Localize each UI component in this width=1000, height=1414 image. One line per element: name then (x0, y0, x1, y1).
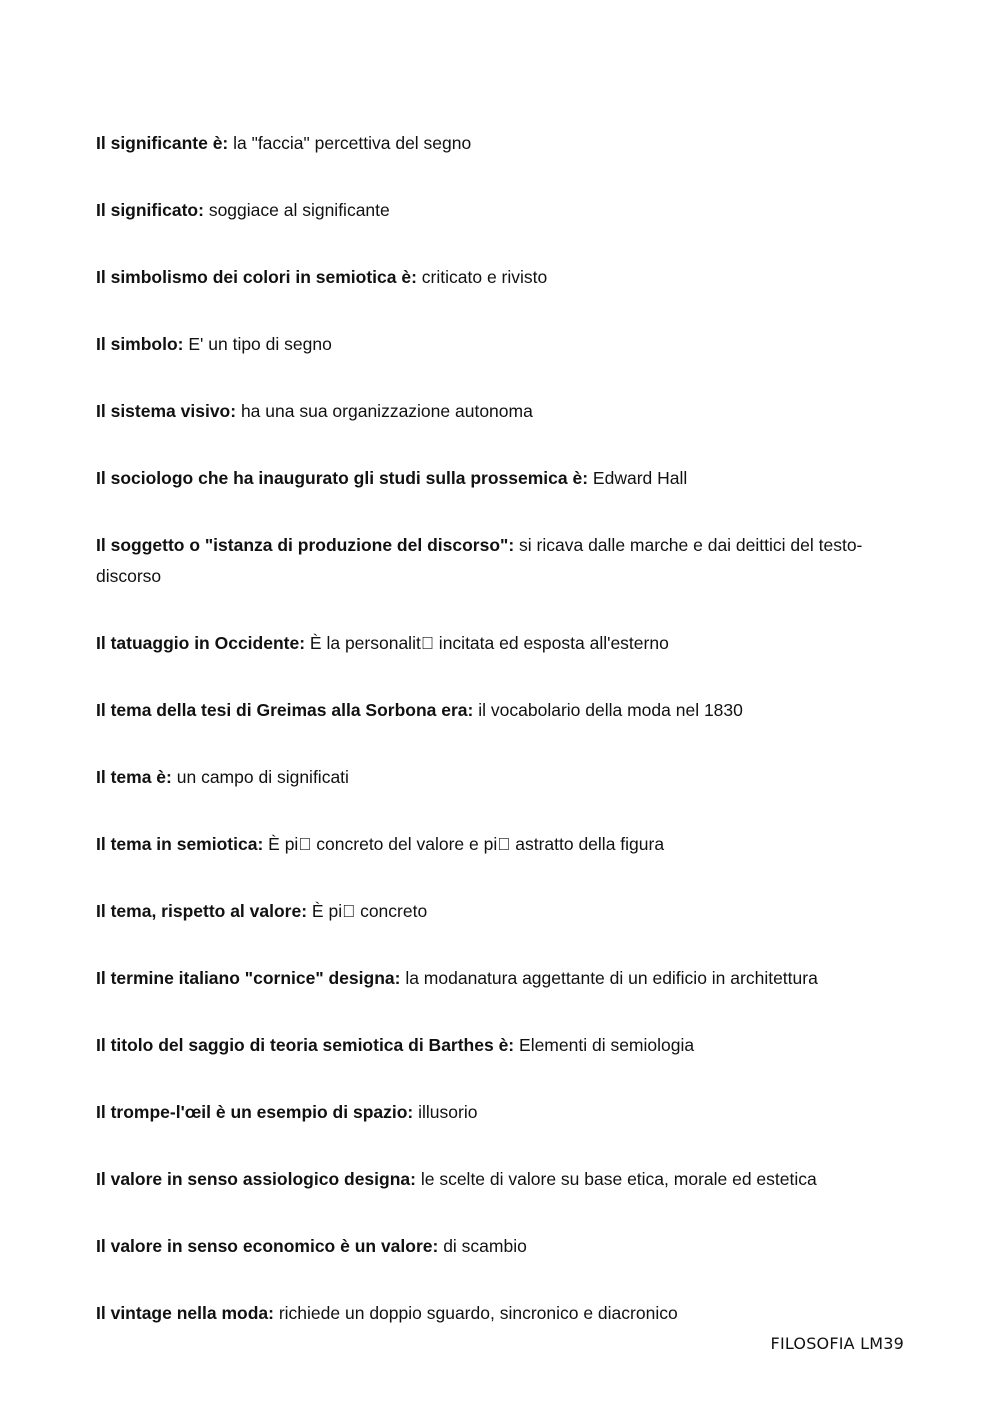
glossary-entry (96, 1164, 911, 1195)
glossary-entry (96, 262, 911, 293)
entry-term: Il significato: (96, 200, 204, 220)
entry-definition: E' un tipo di segno (188, 334, 332, 354)
glossary-entry (96, 530, 911, 592)
glossary-entry (96, 396, 911, 427)
entry-definition: soggiace al significante (208, 200, 390, 220)
entry-definition: un campo di significati (176, 767, 349, 787)
entry-term: Il sistema visivo: (96, 401, 237, 421)
entry-term: Il tema, rispetto al valore: (96, 901, 308, 921)
glossary-entry (96, 896, 911, 927)
glossary-entry (96, 963, 911, 994)
entry-definition: È pi  concreto del valore e pi  astratto della figura (268, 834, 665, 854)
entry-definition: Elementi di semiologia (519, 1035, 695, 1055)
glossary-entry (96, 829, 911, 860)
entry-term: Il trompe-l'œil è un esempio di spazio: (96, 1102, 414, 1122)
glossary-entry (96, 329, 911, 360)
glossary-entry (96, 1030, 911, 1061)
glossary-entry (96, 1231, 911, 1262)
entry-term: Il simbolo: (96, 334, 184, 354)
entry-definition: illusorio (418, 1102, 478, 1122)
entry-definition: Edward Hall (592, 468, 688, 488)
entry-definition: il vocabolario della moda nel 1830 (478, 700, 743, 720)
glossary-entry (96, 762, 911, 793)
glossary-entry (96, 628, 911, 659)
entry-term: Il simbolismo dei colori in semiotica è: (96, 267, 417, 287)
entry-definition: si ricava dalle marche e dai deittici del testo-discorso (96, 535, 863, 586)
entry-term: Il tatuaggio in Occidente: (96, 633, 306, 653)
glossary-entry (96, 695, 911, 726)
glossary-entry (96, 463, 911, 494)
entry-definition: criticato e rivisto (421, 267, 548, 287)
entry-term: Il soggetto o "istanza di produzione del discorso": (96, 535, 515, 555)
entry-term: Il titolo del saggio di teoria semiotica di Barthes è: (96, 1035, 515, 1055)
entry-definition: ha una sua organizzazione autonoma (240, 401, 533, 421)
entry-definition: È pi  concreto (311, 901, 428, 921)
glossary-entry (96, 1298, 911, 1329)
entry-definition: la modanatura aggettante di un edificio in architettura (405, 968, 818, 988)
glossary-entry (96, 195, 911, 226)
entry-term: Il significante è: (96, 133, 229, 153)
page-footer: FILOSOFIA LM39 (770, 1334, 904, 1353)
entry-term: Il vintage nella moda: (96, 1303, 274, 1323)
entry-term: Il tema in semiotica: (96, 834, 264, 854)
entry-definition: la "faccia" percettiva del segno (233, 133, 472, 153)
entry-definition: le scelte di valore su base etica, morale ed estetica (420, 1169, 817, 1189)
entry-term: Il tema è: (96, 767, 172, 787)
entry-definition: di scambio (443, 1236, 527, 1256)
entry-term: Il valore in senso economico è un valore: (96, 1236, 439, 1256)
entry-term: Il tema della tesi di Greimas alla Sorbona era: (96, 700, 474, 720)
entry-term: Il termine italiano "cornice" designa: (96, 968, 401, 988)
glossary-entry (96, 1097, 911, 1128)
entry-term: Il valore in senso assiologico designa: (96, 1169, 416, 1189)
glossary-list (96, 128, 911, 1329)
entry-definition: richiede un doppio sguardo, sincronico e diacronico (278, 1303, 678, 1323)
entry-definition: È la personalit  incitata ed esposta all'esterno (309, 633, 669, 653)
entry-term: Il sociologo che ha inaugurato gli studi sulla prossemica è: (96, 468, 589, 488)
glossary-entry (96, 128, 911, 159)
